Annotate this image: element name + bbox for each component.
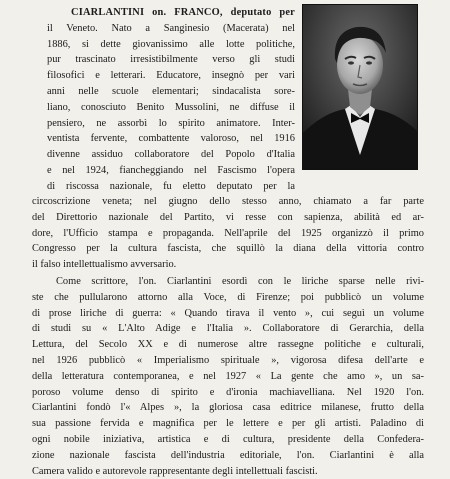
intro-column	[47, 5, 295, 195]
text-line: pensiero, ne assorbì lo spirito animatore. Inter-	[47, 117, 295, 129]
text-line: della letteratura contemporanea, e nel 1927 « La gente che amo », un sa-	[32, 370, 424, 382]
text-line: circoscrizione veneta; nel giugno dello stesso anno, chiamato a far parte	[32, 196, 424, 207]
portrait-photo	[302, 4, 418, 170]
intro-paragraph-continued	[32, 194, 424, 273]
text-line: filosofici e letterari. Educatore, insegnò per vari	[47, 70, 295, 82]
text-line: pur trascinato irresistibilmente verso gli studi	[47, 54, 295, 66]
text-line: CIARLANTINI on. FRANCO, deputato per	[71, 7, 295, 18]
text-line: Lettura, del Secolo XX e di numerose altre rassegne politiche e culturali,	[32, 339, 424, 351]
portrait-image	[303, 5, 417, 169]
text-line: ogni nobile iniziativa, artistica e di cultura, presidente della Confedera-	[32, 433, 424, 445]
text-line: Ciarlantini fondò l'« Alpes », la gloriosa casa editrice milanese, frutto della	[32, 402, 424, 414]
text-line: di riscossa nazionale, fu eletto deputato per la	[47, 180, 295, 192]
text-line: di prose liriche di guerra: « Quando tirava il vento », cui seguì un volume	[32, 307, 424, 319]
text-line: ste che pullularono attorno alla Voce, di Firenze; poi pubblicò un volume	[32, 291, 424, 303]
text-line: 1886, si dette giovanissimo alle lotte politiche,	[47, 38, 295, 50]
text-line: il falso intellettualismo avversario.	[32, 259, 177, 271]
text-line: dore, l'Ufficio stampa e propaganda. Nell'aprile del 1925 organizzò il primo	[32, 227, 424, 239]
text-line: liano, conosciuto Benito Mussolini, ne diffuse il	[47, 101, 295, 113]
text-line: poroso volume denso di spirito e d'ironia machiavelliana. Nel 1920 l'on.	[32, 386, 424, 398]
text-line: e nel 1924, fiancheggiando nel Fascismo l'opera	[47, 164, 295, 176]
writer-paragraph	[32, 274, 424, 479]
text-line: ventista fervente, combattente valoroso, nel 1916	[47, 133, 295, 145]
text-line: nel 1926 pubblicò « Imperialismo spirituale », vigorosa difesa dell'arte e	[32, 354, 424, 366]
text-line: divenne assiduo collaboratore del Popolo d'Italia	[47, 149, 295, 161]
text-line: di studi su « L'Alto Adige e l'Italia ». Collaboratore di Gerarchia, della	[32, 323, 424, 335]
text-line: zione nazionale fascista dell'industria editoriale, l'on. Ciarlantini è alla	[32, 449, 424, 461]
text-line: il Veneto. Nato a Sanginesio (Macerata) nel	[47, 22, 295, 34]
text-line: Congresso per la cultura fascista, che squillò la diana della vittoria contro	[32, 243, 424, 255]
text-line: sua passione fervida e magnifica per le lettere e per gli artisti. Paladino di	[32, 418, 424, 430]
text-line: Camera valido e autorevole rappresentante degli intellettuali fascisti.	[32, 465, 318, 477]
text-line: anni nelle scuole elementari; sindacalista sore-	[47, 85, 295, 97]
text-line: Come scrittore, l'on. Ciarlantini esordì con le liriche sparse nelle rivi-	[56, 276, 424, 287]
text-line: del Direttorio nazionale del Partito, vi resse con sapienza, abilità ed ar-	[32, 211, 424, 223]
